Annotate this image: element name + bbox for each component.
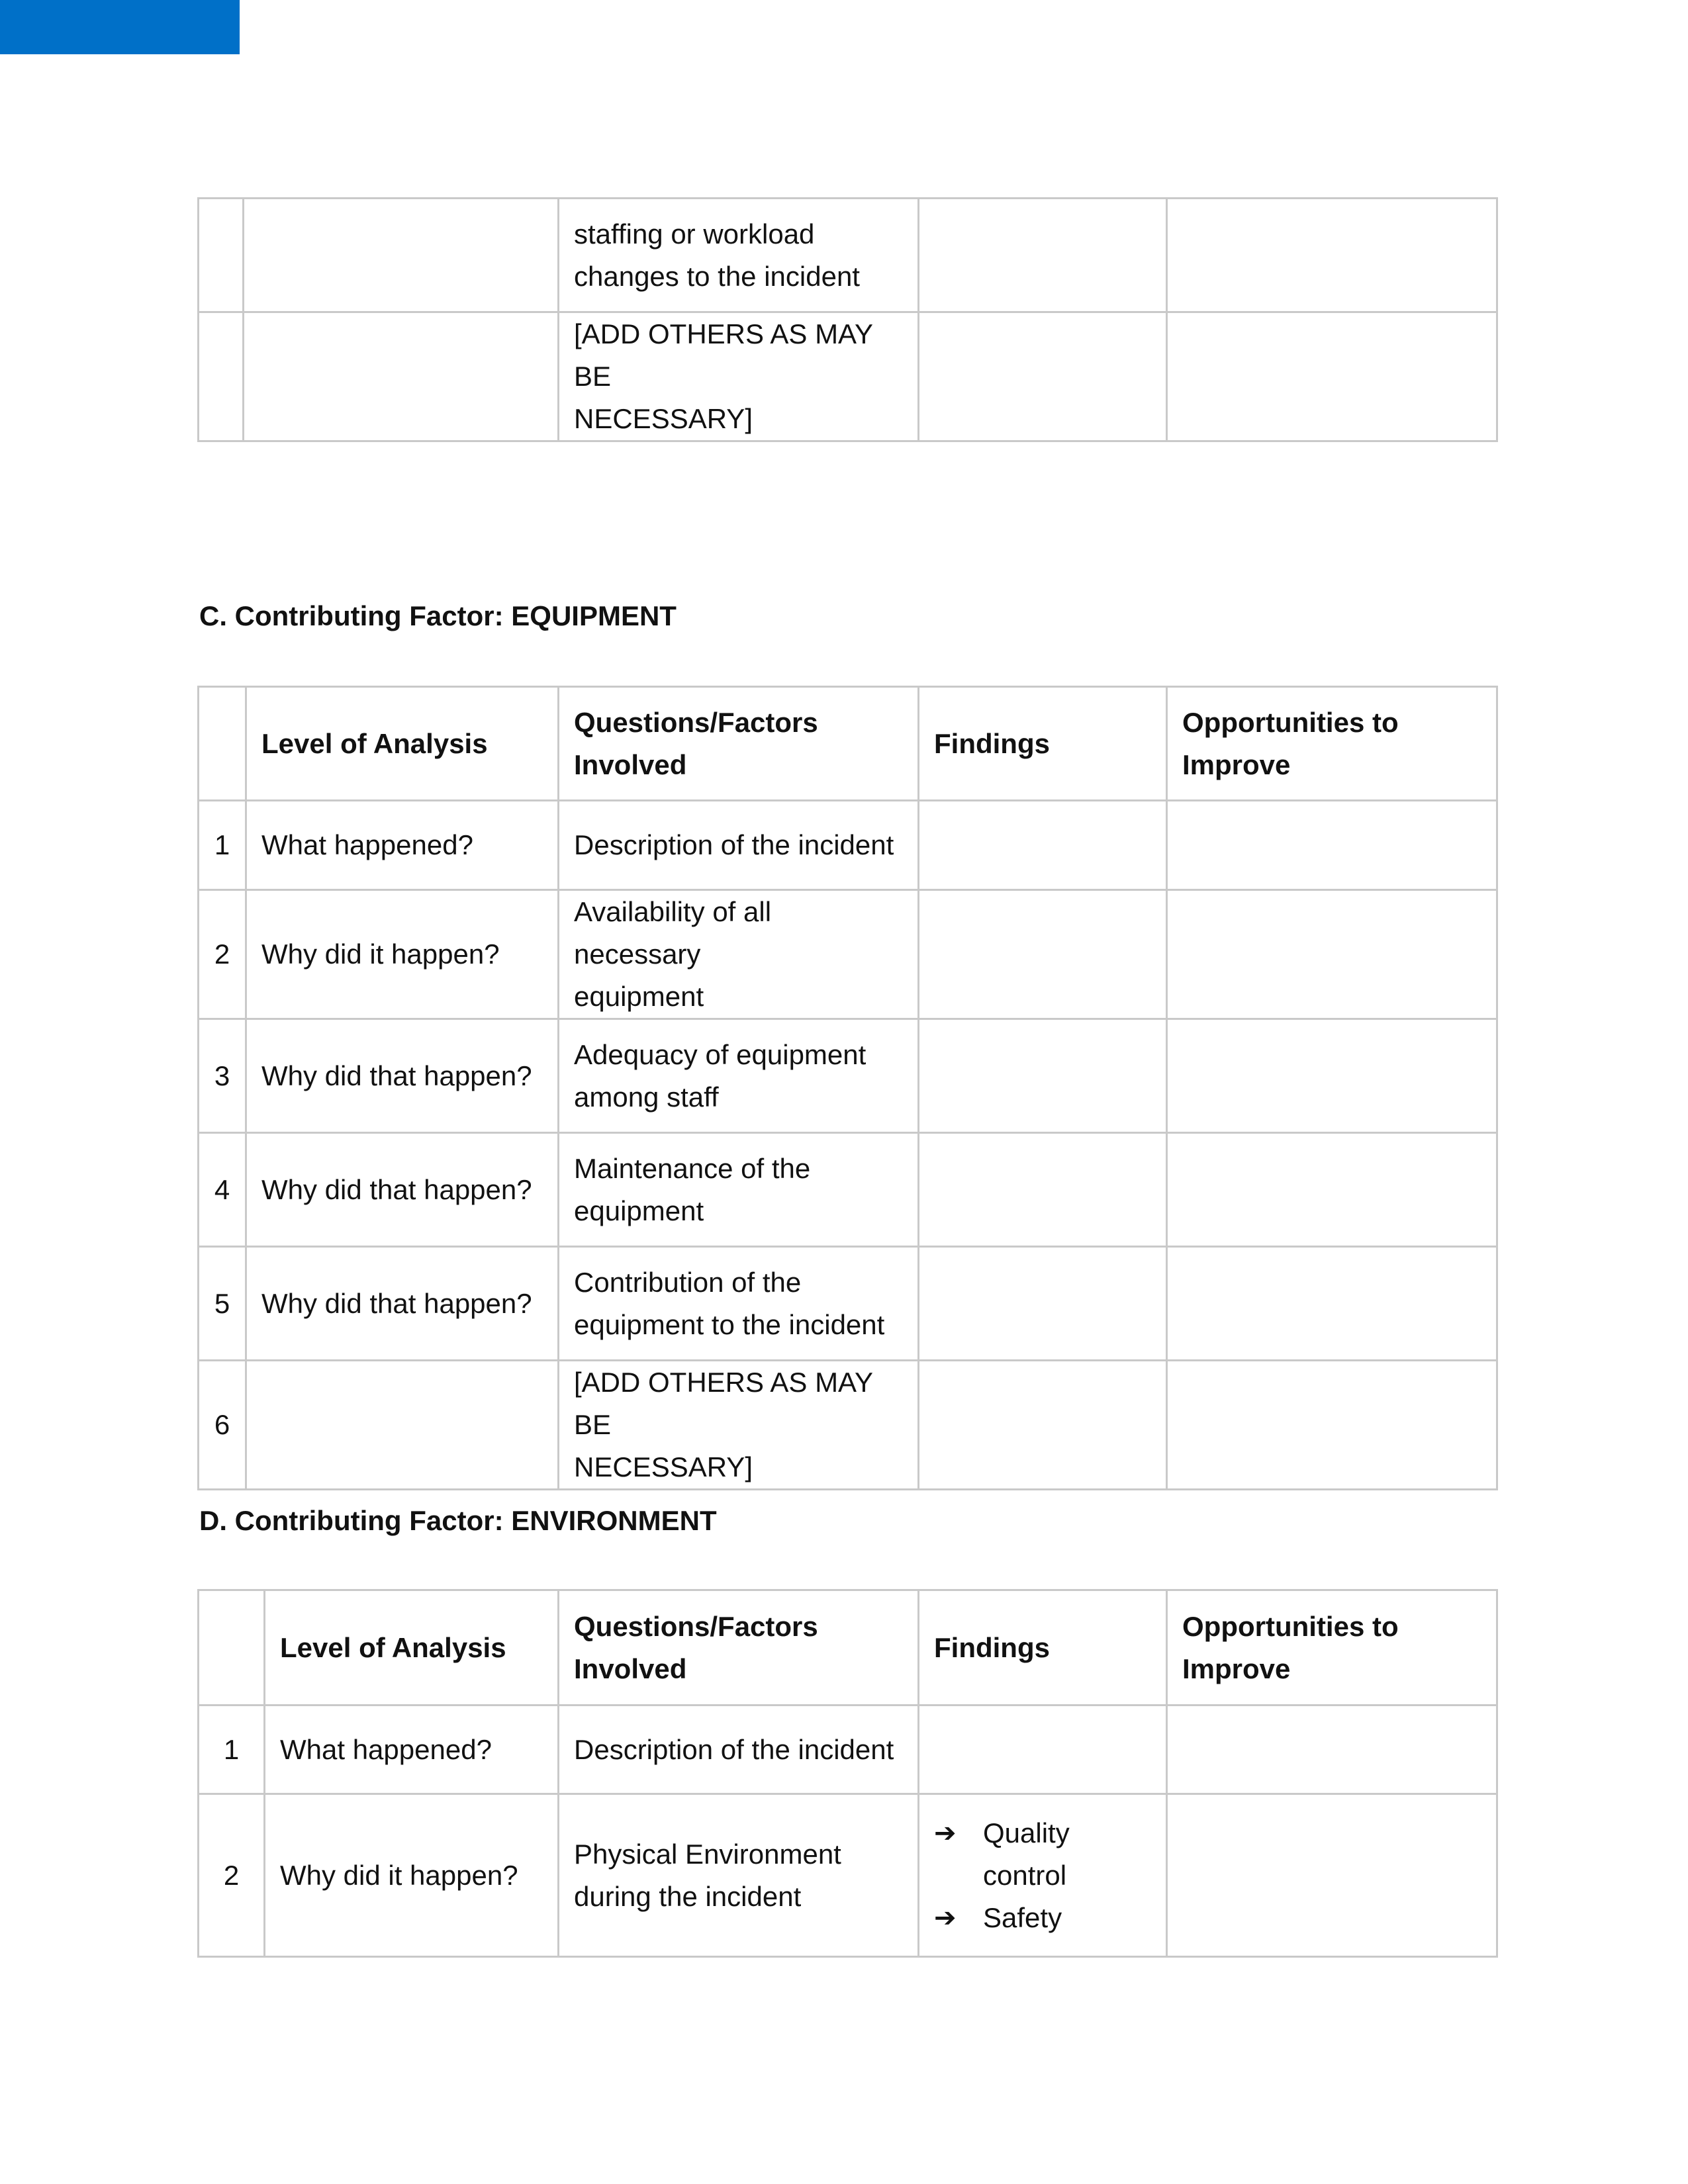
question-cell (559, 1019, 919, 1133)
row-number (199, 312, 244, 441)
header-line: Involved (574, 749, 687, 780)
bullet-text-line: control (983, 1859, 1067, 1891)
header-line: Opportunities to (1182, 1610, 1399, 1642)
question-cell (559, 312, 919, 441)
level-of-analysis-cell (244, 199, 559, 312)
header-line: Involved (574, 1653, 687, 1684)
right-arrow-icon: ➔ (934, 1902, 957, 1933)
list-item (934, 1897, 1151, 1939)
table-row (199, 1361, 1497, 1490)
question-line: equipment (574, 981, 704, 1012)
findings-cell (919, 1706, 1167, 1794)
equipment-table (197, 686, 1498, 1490)
table-row (199, 1019, 1497, 1133)
findings-cell (919, 890, 1167, 1019)
row-number: 3 (199, 1019, 246, 1133)
question-cell (559, 1247, 919, 1361)
section-d-title: D. Contributing Factor: ENVIRONMENT (199, 1505, 717, 1536)
question-line: staffing or workload (574, 218, 815, 250)
row-number: 5 (199, 1247, 246, 1361)
row-number: 2 (199, 1794, 265, 1957)
question-line: NECESSARY] (574, 403, 753, 434)
header-number (199, 1590, 265, 1706)
table-row (199, 199, 1497, 312)
question-line: Adequacy of equipment (574, 1038, 867, 1070)
opportunities-cell (1167, 1247, 1497, 1361)
level-of-analysis-cell: Why did that happen? (246, 1247, 559, 1361)
table-row (199, 890, 1497, 1019)
opportunities-cell (1167, 1133, 1497, 1247)
table-row (199, 1247, 1497, 1361)
continuation-table (197, 197, 1498, 442)
question-cell: Description of the incident (559, 1706, 919, 1794)
findings-cell (919, 199, 1167, 312)
question-line: among staff (574, 1081, 719, 1113)
opportunities-cell (1167, 1019, 1497, 1133)
level-of-analysis-cell: Why did it happen? (265, 1794, 559, 1957)
level-of-analysis-cell: Why did it happen? (246, 890, 559, 1019)
findings-cell (919, 1247, 1167, 1361)
header-line: Questions/Factors (574, 1610, 818, 1642)
header-level-of-analysis: Level of Analysis (246, 687, 559, 801)
question-line: Physical Environment (574, 1838, 841, 1870)
findings-cell (919, 1794, 1167, 1957)
bullet-text-line: Safety (983, 1901, 1062, 1933)
opportunities-cell (1167, 1794, 1497, 1957)
opportunities-cell (1167, 312, 1497, 441)
question-line: Contribution of the (574, 1266, 802, 1298)
opportunities-cell (1167, 199, 1497, 312)
table-row (199, 1706, 1497, 1794)
findings-cell (919, 1019, 1167, 1133)
question-line: equipment (574, 1195, 704, 1226)
header-findings: Findings (919, 1590, 1167, 1706)
header-line: Questions/Factors (574, 706, 818, 738)
bullet-text-line: Quality (983, 1817, 1070, 1848)
level-of-analysis-cell: Why did that happen? (246, 1133, 559, 1247)
table-row (199, 801, 1497, 890)
table-header-row (199, 687, 1497, 801)
question-line: [ADD OTHERS AS MAY BE (574, 318, 873, 392)
header-line: Improve (1182, 1653, 1291, 1684)
opportunities-cell (1167, 890, 1497, 1019)
question-cell (559, 890, 919, 1019)
row-number (199, 199, 244, 312)
environment-table (197, 1589, 1498, 1958)
right-arrow-icon: ➔ (934, 1817, 957, 1848)
question-cell (559, 1794, 919, 1957)
row-number: 6 (199, 1361, 246, 1490)
opportunities-cell (1167, 801, 1497, 890)
header-findings: Findings (919, 687, 1167, 801)
question-cell: Description of the incident (559, 801, 919, 890)
table-row (199, 312, 1497, 441)
row-number: 1 (199, 801, 246, 890)
opportunities-cell (1167, 1706, 1497, 1794)
row-number: 2 (199, 890, 246, 1019)
table-header-row (199, 1590, 1497, 1706)
header-questions-factors (559, 1590, 919, 1706)
findings-cell (919, 1361, 1167, 1490)
header-level-of-analysis: Level of Analysis (265, 1590, 559, 1706)
header-opportunities (1167, 1590, 1497, 1706)
question-cell (559, 1133, 919, 1247)
question-cell (559, 199, 919, 312)
level-of-analysis-cell (246, 1361, 559, 1490)
section-c-title: C. Contributing Factor: EQUIPMENT (199, 600, 677, 631)
question-cell (559, 1361, 919, 1490)
question-line: during the incident (574, 1880, 802, 1912)
level-of-analysis-cell: Why did that happen? (246, 1019, 559, 1133)
question-line: Maintenance of the (574, 1152, 811, 1184)
table-row (199, 1133, 1497, 1247)
findings-cell (919, 1133, 1167, 1247)
question-line: NECESSARY] (574, 1451, 753, 1482)
header-number (199, 687, 246, 801)
table-row (199, 1794, 1497, 1957)
row-number: 4 (199, 1133, 246, 1247)
question-line: Availability of all necessary (574, 896, 772, 970)
list-item (934, 1812, 1151, 1897)
header-opportunities (1167, 687, 1497, 801)
level-of-analysis-cell (244, 312, 559, 441)
level-of-analysis-cell: What happened? (265, 1706, 559, 1794)
opportunities-cell (1167, 1361, 1497, 1490)
question-line: changes to the incident (574, 260, 860, 292)
question-line: [ADD OTHERS AS MAY BE (574, 1367, 873, 1440)
findings-cell (919, 312, 1167, 441)
header-color-bar (0, 0, 240, 54)
question-line: equipment to the incident (574, 1308, 885, 1340)
findings-bullet-list (934, 1812, 1151, 1939)
header-line: Opportunities to (1182, 706, 1399, 738)
header-questions-factors (559, 687, 919, 801)
level-of-analysis-cell: What happened? (246, 801, 559, 890)
findings-cell (919, 801, 1167, 890)
header-line: Improve (1182, 749, 1291, 780)
row-number: 1 (199, 1706, 265, 1794)
